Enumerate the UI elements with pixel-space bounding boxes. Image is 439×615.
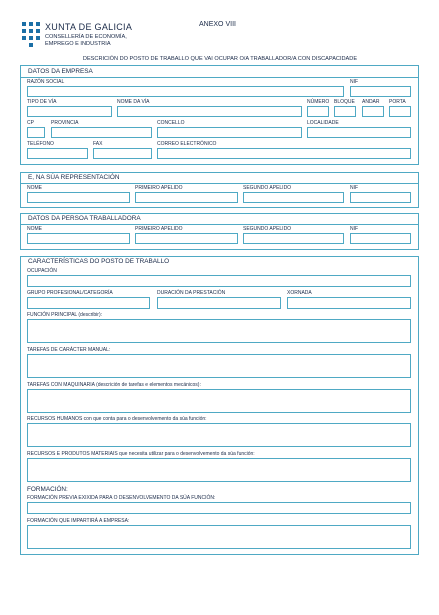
tipo-via-field[interactable]: [27, 106, 112, 117]
label-trab-nif: NIF: [350, 226, 359, 232]
section-divider: [20, 183, 419, 184]
duracion-field[interactable]: [157, 297, 281, 309]
label-rep-nome: NOME: [27, 185, 42, 191]
materiais-textarea[interactable]: [27, 458, 411, 482]
numero-field[interactable]: [307, 106, 329, 117]
ocupacion-field[interactable]: [27, 275, 411, 287]
funcion-textarea[interactable]: [27, 319, 411, 343]
provincia-field[interactable]: [51, 127, 152, 138]
section-divider: [20, 77, 419, 78]
telefono-field[interactable]: [27, 148, 88, 159]
form-empresa-textarea[interactable]: [27, 525, 411, 549]
label-trab-segundo: SEGUNDO APELIDO: [243, 226, 292, 232]
nome-via-field[interactable]: [117, 106, 302, 117]
label-correo: CORREO ELECTRÓNICO: [157, 141, 217, 147]
humanos-textarea[interactable]: [27, 423, 411, 447]
label-cp: CP: [27, 120, 34, 126]
logo-title: XUNTA DE GALICIA: [45, 22, 133, 32]
trab-segundo-field[interactable]: [243, 233, 344, 244]
trab-nome-field[interactable]: [27, 233, 130, 244]
label-grupo: GRUPO PROFESIONAL/CATEGORÍA: [27, 290, 113, 296]
label-maquinaria: TAREFAS CON MAQUINARIA (descrición de tarefas e elementos mecánicos):: [27, 382, 201, 388]
logo-square: [22, 36, 26, 40]
logo-square: [36, 36, 40, 40]
logo-square: [36, 22, 40, 26]
bloque-field[interactable]: [334, 106, 356, 117]
form-previa-field[interactable]: [27, 502, 411, 514]
label-form-previa: FORMACIÓN PREVIA EXIXIDA PARA O DESENVOLVEMENTO DA SÚA FUNCIÓN:: [27, 495, 216, 501]
razon-social-field[interactable]: [27, 86, 344, 97]
label-fax: FAX: [93, 141, 103, 147]
logo-square: [36, 29, 40, 33]
label-xornada: XORNADA: [287, 290, 312, 296]
localidade-field[interactable]: [307, 127, 411, 138]
logo-square: [29, 36, 33, 40]
label-provincia: PROVINCIA: [51, 120, 79, 126]
label-duracion: DURACIÓN DA PRESTACIÓN: [157, 290, 226, 296]
label-numero: NÚMERO: [307, 99, 330, 105]
label-trab-nome: NOME: [27, 226, 42, 232]
logo-subtitle-2: EMPREGO E INDUSTRIA: [45, 41, 111, 47]
label-telefono: TELÉFONO: [27, 141, 54, 147]
label-nome-via: NOME DA VÍA: [117, 99, 150, 105]
label-localidade: LOCALIDADE: [307, 120, 339, 126]
label-ocupacion: OCUPACIÓN: [27, 268, 57, 274]
section-title-empresa: DATOS DA EMPRESA: [28, 68, 93, 75]
logo-subtitle-1: CONSELLERÍA DE ECONOMÍA,: [45, 34, 127, 40]
label-concello: CONCELLO: [157, 120, 185, 126]
rep-nome-field[interactable]: [27, 192, 130, 203]
label-materiais: RECURSOS E PRODUTOS MATERIAIS que necesita utilizar para o desenvolvemento da súa función:: [27, 451, 255, 457]
logo-square: [22, 22, 26, 26]
label-rep-segundo: SEGUNDO APELIDO: [243, 185, 292, 191]
label-form-empresa: FORMACIÓN QUE IMPARTIRÁ A EMPRESA:: [27, 518, 130, 524]
section-title-representacion: E, NA SÚA REPRESENTACIÓN: [28, 174, 120, 181]
fax-field[interactable]: [93, 148, 152, 159]
annex-label: ANEXO VIII: [199, 21, 236, 28]
label-trab-primeiro: PRIMEIRO APELIDO: [135, 226, 183, 232]
label-porta: PORTA: [389, 99, 406, 105]
trab-primeiro-field[interactable]: [135, 233, 238, 244]
label-tipo-via: TIPO DE VÍA: [27, 99, 57, 105]
grupo-field[interactable]: [27, 297, 150, 309]
nif-field[interactable]: [350, 86, 411, 97]
trab-nif-field[interactable]: [350, 233, 411, 244]
logo-square: [29, 22, 33, 26]
section-title-posto: CARACTERÍSTICAS DO POSTO DE TRABALLO: [28, 258, 170, 265]
section-title-traballadora: DATOS DA PERSOA TRABALLADORA: [28, 215, 141, 222]
label-nif: NIF: [350, 79, 359, 85]
label-bloque: BLOQUE: [334, 99, 355, 105]
label-rep-primeiro: PRIMEIRO APELIDO: [135, 185, 183, 191]
correo-field[interactable]: [157, 148, 411, 159]
label-formacion: FORMACIÓN:: [27, 486, 68, 493]
rep-primeiro-field[interactable]: [135, 192, 238, 203]
document-title: DESCRICIÓN DO POSTO DE TRABALLO QUE VAI OCUPAR O/A TRABALLADOR/A CON DISCAPACIDADE: [82, 56, 358, 62]
logo-square: [29, 43, 33, 47]
rep-nif-field[interactable]: [350, 192, 411, 203]
andar-field[interactable]: [362, 106, 384, 117]
rep-segundo-field[interactable]: [243, 192, 344, 203]
logo-square: [22, 29, 26, 33]
label-humanos: RECURSOS HUMANOS con que conta para o desenvolvemento da súa función:: [27, 416, 207, 422]
label-funcion: FUNCIÓN PRINCIPAL (describir):: [27, 312, 103, 318]
label-razon-social: RAZÓN SOCIAL: [27, 79, 65, 85]
concello-field[interactable]: [157, 127, 302, 138]
xunta-logo: [22, 22, 42, 50]
label-manual: TAREFAS DE CARÁCTER MANUAL:: [27, 347, 111, 353]
porta-field[interactable]: [389, 106, 411, 117]
section-divider: [20, 224, 419, 225]
xornada-field[interactable]: [287, 297, 411, 309]
manual-textarea[interactable]: [27, 354, 411, 378]
label-rep-nif: NIF: [350, 185, 359, 191]
label-andar: ANDAR: [362, 99, 380, 105]
cp-field[interactable]: [27, 127, 45, 138]
logo-square: [29, 29, 33, 33]
maquinaria-textarea[interactable]: [27, 389, 411, 413]
